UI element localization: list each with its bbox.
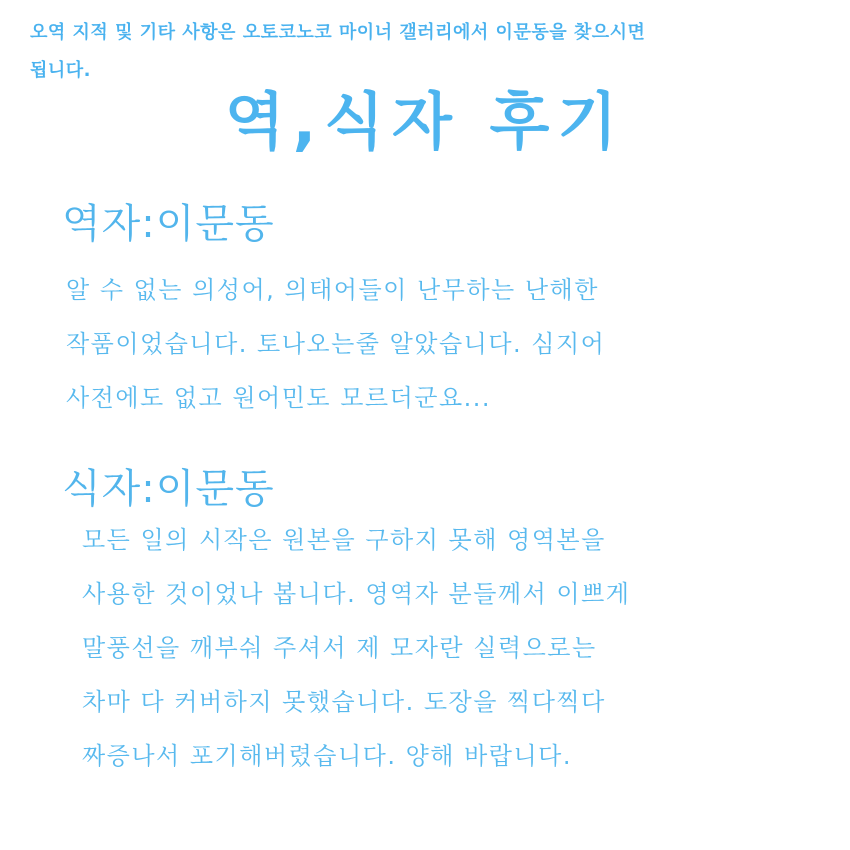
typesetter-heading: 식자:이문동: [62, 466, 275, 512]
page-title: 역,식자 후기: [224, 85, 626, 158]
paragraph-line: 말풍선을 깨부숴 주셔서 제 모자란 실력으로는: [82, 634, 597, 662]
notice-text: [30, 14, 820, 90]
translator-heading: 역자:이문동: [62, 201, 275, 247]
paragraph-line: 차마 다 커버하지 못했습니다. 도장을 찍다찍다: [82, 688, 606, 716]
paragraph-line: 짜증나서 포기해버렸습니다. 양해 바랍니다.: [82, 742, 572, 770]
paragraph-line: 알 수 없는 의성어, 의태어들이 난무하는 난해한: [66, 276, 599, 304]
notice-line: 오역 지적 및 기타 사항은 오토코노코 마이너 갤러리에서 이문동을 찾으시면: [30, 22, 646, 43]
paragraph-line: 사용한 것이었나 봅니다. 영역자 분들께서 이쁘게: [82, 580, 631, 608]
notice-line: 됩니다.: [30, 60, 92, 81]
paragraph-line: 작품이었습니다. 토나오는줄 알았습니다. 심지어: [66, 330, 606, 358]
paragraph-line: 사전에도 없고 원어민도 모르더군요...: [66, 384, 492, 412]
typesetter-paragraph: [82, 513, 630, 783]
paragraph-line: 모든 일의 시작은 원본을 구하지 못해 영역본을: [82, 526, 606, 554]
translator-paragraph: [66, 263, 605, 425]
